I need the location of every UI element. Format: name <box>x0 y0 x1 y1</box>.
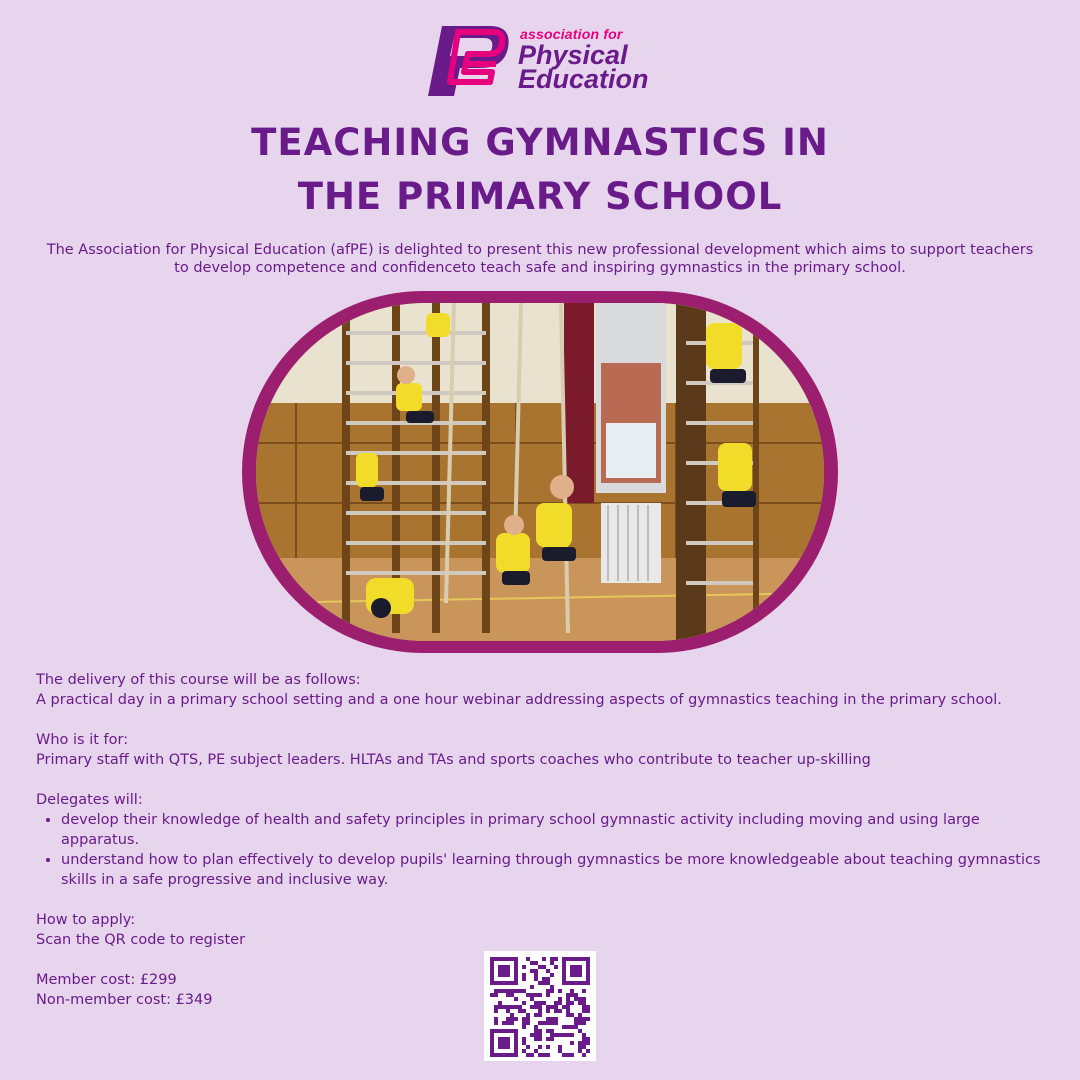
pe-monogram-icon <box>424 24 516 98</box>
apply-heading: How to apply: <box>36 912 136 928</box>
non-member-cost: Non-member cost: £349 <box>36 992 213 1008</box>
member-cost: Member cost: £299 <box>36 972 177 988</box>
delivery-heading: The delivery of this course will be as follows: <box>36 672 361 688</box>
delivery-text: A practical day in a primary school setting and a one hour webinar addressing aspects of gymnastics teaching in the primary school. <box>36 692 1002 708</box>
title-line-2: THE PRIMARY SCHOOL <box>297 175 783 218</box>
logo-wordmark-physical: Physical <box>518 40 628 70</box>
afpe-logo <box>424 24 660 98</box>
intro-paragraph: The Association for Physical Education (afPE) is delighted to present this new professional development which aims to support teachers to develop competence and confidenceto teach safe and inspiring gymnastics in the primary school. <box>46 242 1034 276</box>
delegates-heading: Delegates will: <box>36 792 143 808</box>
list-item: • understand how to plan effectively to develop pupils' learning through gymnastics be more knowledgeable about teaching gymnastics skills in a safe progressive and inclusive way. <box>61 850 1056 890</box>
list-item: • develop their knowledge of health and safety principles in primary school gymnastic activity including moving and using large apparatus. <box>61 810 1056 850</box>
delegates-list <box>36 810 1056 890</box>
gymnastics-hall-illustration <box>256 303 824 641</box>
title-line-1: TEACHING GYMNASTICS IN <box>251 121 829 164</box>
gymnastics-photo <box>256 303 824 641</box>
logo-tagline: association for <box>520 26 623 42</box>
qr-code[interactable] <box>484 951 596 1061</box>
apply-text: Scan the QR code to register <box>36 932 246 948</box>
photo-frame <box>242 291 838 653</box>
audience-text: Primary staff with QTS, PE subject leaders. HLTAs and TAs and sports coaches who contribute to teacher up-skilling <box>36 752 871 768</box>
page-title <box>0 116 1080 224</box>
qr-code-icon <box>484 951 596 1061</box>
audience-heading: Who is it for: <box>36 732 129 748</box>
logo-wordmark-education: Education <box>518 64 649 94</box>
